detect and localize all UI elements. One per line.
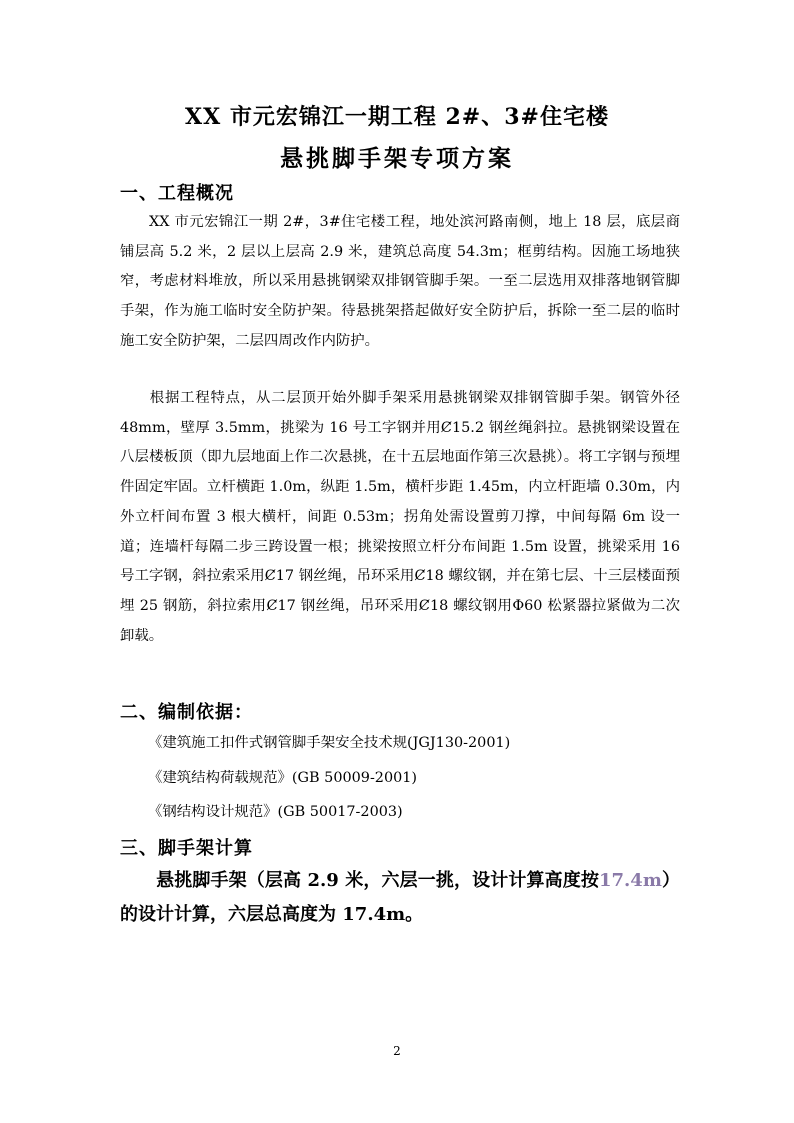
section3-paragraph-accent-number: 17.4m bbox=[598, 870, 662, 891]
reference-item: 《建筑施工扣件式钢管脚手架安全技术规(JGJ130-2001) bbox=[148, 735, 511, 751]
section3-paragraph-part1: 悬挑脚手架（层高 2.9 米，六层一挑，设计计算高度按 bbox=[156, 870, 599, 891]
section1-paragraph2-text: 根据工程特点，从二层顶开始外脚手架采用悬挑钢梁双排钢管脚手架。钢管外径 48mm，壁厚 3.5mm，挑梁为 16 号工字钢并用Ȼ15.2 钢丝绳斜拉。悬挑钢梁设置在八层楼板顶（即九层地面上作二次悬挑，在十五层地面作第三次悬挑）。将工字钢与预埋件固定牢固。立杆横距 1.0m，纵距 1.5m，横杆步距 1.45m，内立杆距墙 0.30m，内外立杆间布置 3 根大横杆，间距 0.53m；拐角处需设置剪刀撑，中间每隔 6m 设一道；连墙杆每隔二步三跨设置一根；挑梁按照立杆分布间距 1.5m 设置，挑梁采用 16 号工字钢，斜拉索采用Ȼ17 钢丝绳，吊环采用Ȼ18 螺纹钢，并在第七层、十三层楼面预埋 25 钢筋，斜拉索用Ȼ17 钢丝绳，吊环采用Ȼ18 螺纹钢用Φ60 松紧器拉紧做为二次卸载。 bbox=[120, 390, 680, 644]
section1-paragraph1 bbox=[120, 208, 680, 357]
document-title-line2: 悬挑脚手架专项方案 bbox=[280, 145, 514, 172]
reference-item: 《钢结构设计规范》(GB 50017-2003) bbox=[148, 804, 403, 820]
section1-paragraph2 bbox=[120, 384, 680, 651]
section1-paragraph1-text: XX 市元宏锦江一期 2#，3#住宅楼工程，地处滨河路南侧，地上 18 层，底层商铺层高 5.2 米，2 层以上层高 2.9 米，建筑总高度 54.3m；框剪结构。因施工场地狭窄，考虑材料堆放，所以采用悬挑钢梁双排钢管脚手架。一至二层选用双排落地钢管脚手架，作为施工临时安全防护架。待悬挑架搭起做好安全防护后，拆除一至二层的临时施工安全防护架，二层四周改作内防护。 bbox=[120, 214, 680, 349]
section1-heading: 一、工程概况 bbox=[120, 183, 234, 204]
document-title-line1: XX 市元宏锦江一期工程 2#、3#住宅楼 bbox=[185, 104, 609, 130]
section3-paragraph-part2: ）的设计计算，六层总高度为 17.4m。 bbox=[120, 870, 680, 925]
page-number: 2 bbox=[393, 1044, 401, 1058]
section3-heading: 三、脚手架计算 bbox=[120, 838, 253, 859]
reference-item: 《建筑结构荷载规范》(GB 50009-2001) bbox=[148, 770, 418, 786]
section2-heading: 二、编制依据： bbox=[120, 702, 253, 723]
section3-paragraph bbox=[120, 864, 680, 932]
